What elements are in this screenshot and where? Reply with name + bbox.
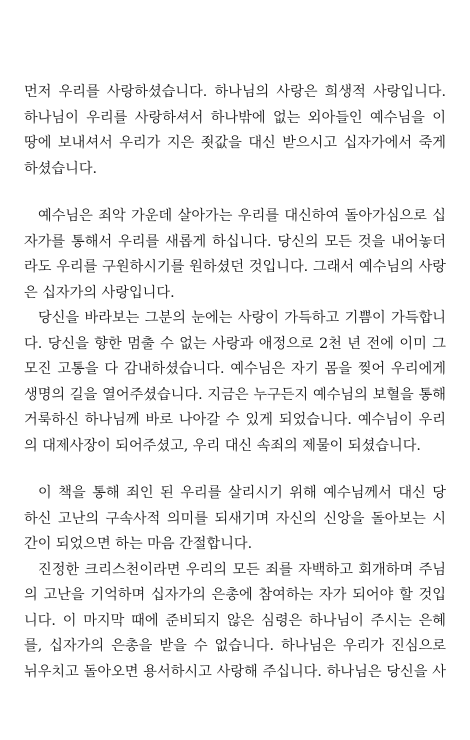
text-line: 니다. 이 마지막 때에 준비되지 않은 심령은 하나님이 주시는 은혜	[24, 612, 446, 629]
text-line: 모진 고통을 다 감내하셨습니다. 예수님은 자기 몸을 찢어 우리에게	[24, 361, 446, 377]
text-line: 의 대제사장이 되어주셨고, 우리 대신 속죄의 제물이 되셨습니다.	[24, 437, 421, 454]
text-line: 뉘우치고 돌아오면 용서하시고 사랑해 주십니다. 하나님은 당신을 사	[24, 663, 446, 680]
text-line: 땅에 보내셔서 우리가 지은 죗값을 대신 받으시고 십자가에서 죽게	[24, 135, 446, 151]
text-line: 은 십자가의 사랑입니다.	[24, 284, 175, 301]
book-page	[24, 80, 446, 685]
text-line: 다. 당신을 향한 멈출 수 없는 사랑과 애정으로 2천 년 전에 이미 그	[24, 335, 446, 352]
text-line: 먼저 우리를 사랑하셨습니다. 하나님의 사랑은 희생적 사랑입니다.	[24, 84, 446, 100]
text-line: 자가를 통해서 우리를 새롭게 하십니다. 당신의 모든 것을 내어놓더	[24, 233, 446, 250]
paragraph-2	[24, 204, 446, 306]
text-line: 를, 십자가의 은총을 받을 수 없습니다. 하나님은 우리가 진심으로	[24, 638, 446, 654]
text-line: 생명의 길을 열어주셨습니다. 지금은 누구든지 예수님의 보혈을 통해	[24, 386, 446, 403]
text-line: 하셨습니다.	[24, 160, 98, 177]
text-line: 이 책을 통해 죄인 된 우리를 살리시기 위해 예수님께서 대신 당	[38, 485, 446, 501]
text-line: 라도 우리를 구원하시기를 원하셨던 것입니다. 그래서 예수님의 사랑	[24, 259, 446, 275]
text-line: 거룩하신 하나님께 바로 나아갈 수 있게 되었습니다. 예수님이 우리	[24, 412, 446, 428]
text-line: 하나님이 우리를 사랑하셔서 하나밖에 없는 외아들인 예수님을 이	[24, 109, 446, 126]
paragraph-5	[24, 558, 446, 686]
paragraph-4	[24, 481, 446, 558]
text-line: 예수님은 죄악 가운데 살아가는 우리를 대신하여 돌아가심으로 십	[38, 208, 446, 224]
text-line: 당신을 바라보는 그분의 눈에는 사랑이 가득하고 기쁨이 가득합니	[38, 310, 446, 326]
paragraph-1	[24, 80, 446, 182]
text-line: 진정한 크리스천이라면 우리의 모든 죄를 자백하고 회개하며 주님	[38, 561, 446, 578]
text-line: 의 고난을 기억하며 십자가의 은총에 참여하는 자가 되어야 할 것입	[24, 587, 446, 603]
text-line: 간이 되었으면 하는 마음 간절합니다.	[24, 536, 253, 552]
paragraph-3	[24, 306, 446, 459]
text-line: 하신 고난의 구속사적 의미를 되새기며 자신의 신앙을 돌아보는 시	[24, 510, 446, 527]
